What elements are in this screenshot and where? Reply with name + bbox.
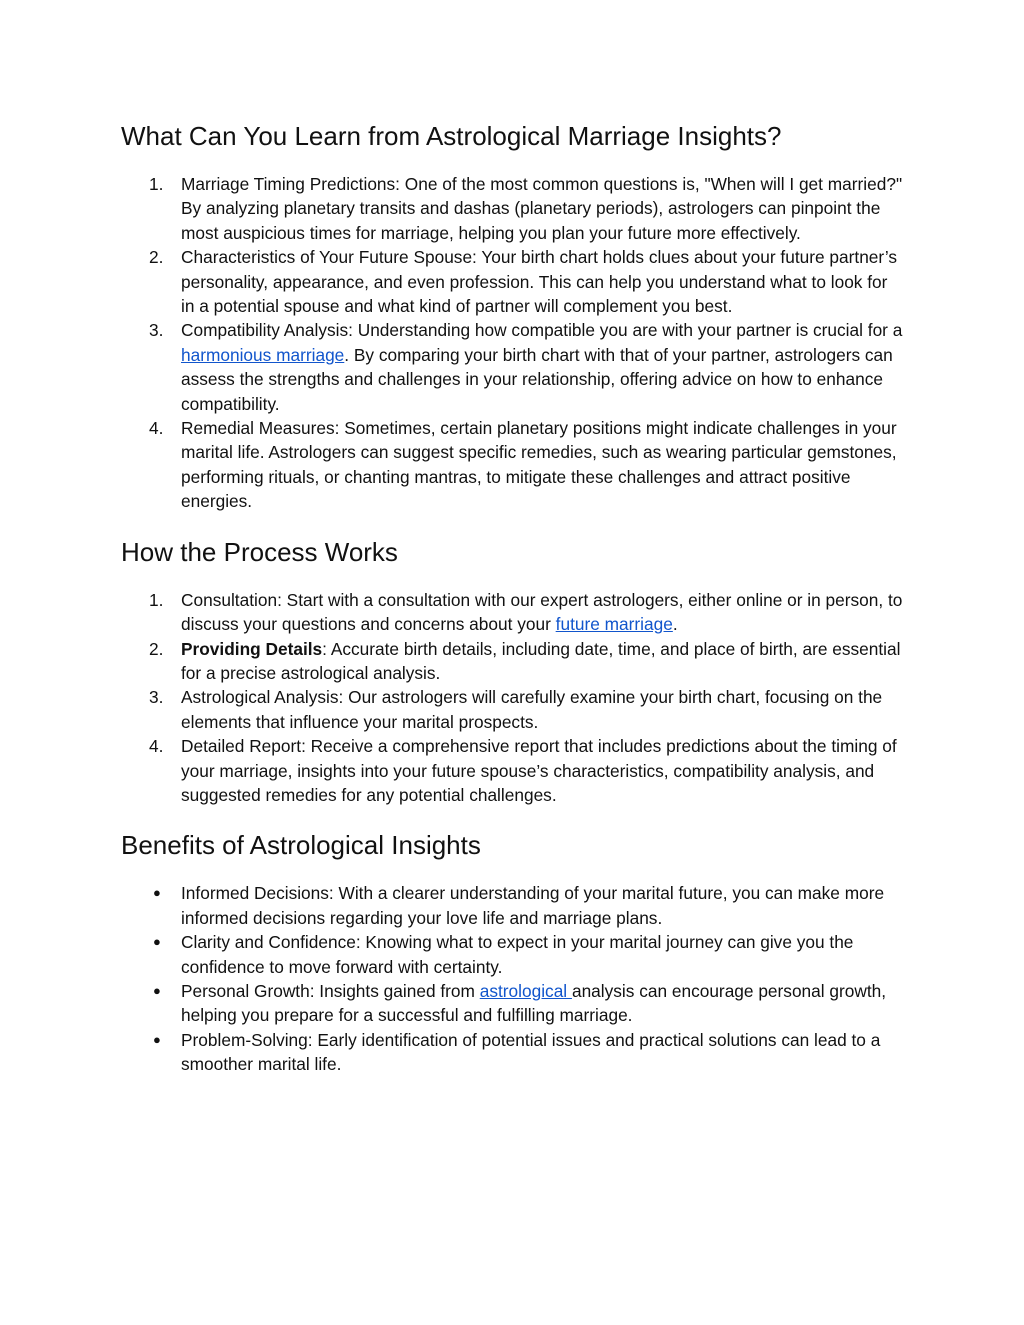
list-number: 3.	[149, 687, 164, 708]
list-item-text: Clarity and Confidence: Knowing what to expect in your marital journey can give you the confidence to move forward with certainty.	[181, 932, 854, 977]
list-number: 4.	[149, 418, 164, 439]
list-item	[121, 881, 904, 930]
list-item-text: Marriage Timing Predictions: One of the most common questions is, "When will I get married?" By analyzing planetary transits and dashas (planetary periods), astrologers can pinpoint the most auspicious times for marriage, helping you plan your future more effectively.	[181, 174, 903, 243]
list-number: 2.	[149, 638, 164, 659]
list-item	[121, 245, 904, 318]
list-item-text: Detailed Report: Receive a comprehensive report that includes predictions about the timing of your marriage, insights into your future spouse’s characteristics, compatibility analysis, and suggested remedies for any potential challenges.	[181, 736, 897, 805]
list-item	[121, 416, 904, 514]
list-number: 2.	[149, 247, 164, 268]
list-item-bold-text: Providing Details	[181, 638, 323, 659]
astrological-link[interactable]: astrological	[479, 980, 572, 1001]
section-benefits	[121, 827, 904, 1076]
list-item-text: . By comparing your birth chart with that of your partner, astrologers can assess the strengths and challenges in your relationship, offering advice on how to enhance compatibility.	[181, 344, 893, 414]
section-heading: How the Process Works	[121, 536, 398, 567]
list-item	[121, 1028, 904, 1077]
list-item	[121, 637, 904, 686]
harmonious-marriage-link[interactable]: harmonious marriage	[181, 344, 345, 365]
list-item	[121, 318, 904, 416]
bullet-list	[121, 881, 904, 1076]
list-item-text: Characteristics of Your Future Spouse: Your birth chart holds clues about your future partner’s personality, appearance, and even profession. This can help you understand what to look for in a potential spouse and what kind of partner will complement you best.	[181, 247, 897, 317]
section-process	[121, 534, 904, 808]
bullet-icon: ●	[153, 934, 161, 950]
list-item-text: Astrological Analysis: Our astrologers will carefully examine your birth chart, focusing on the elements that influence your marital prospects.	[181, 687, 883, 732]
list-item	[121, 734, 904, 807]
list-item-text: Compatibility Analysis: Understanding how compatible you are with your partner is crucial for a	[181, 320, 903, 341]
list-item-text: Consultation: Start with a consultation with our expert astrologers, either online or in person, to discuss your questions and concerns about your	[181, 589, 903, 635]
section-marriage-insights	[121, 118, 904, 514]
list-item	[121, 930, 904, 979]
list-item-text: analysis can encourage personal growth, helping you prepare for a successful and fulfilling marriage.	[181, 980, 887, 1026]
bullet-icon: ●	[153, 982, 161, 998]
list-item-text: Personal Growth: Insights gained from	[181, 980, 480, 1001]
section-heading: Benefits of Astrological Insights	[121, 830, 481, 861]
list-item-text: Informed Decisions: With a clearer understanding of your marital future, you can make more informed decisions regarding your love life and marriage plans.	[181, 883, 885, 928]
list-item	[121, 588, 904, 637]
numbered-list	[121, 172, 904, 514]
list-number: 1.	[149, 174, 164, 194]
list-item-text: Problem-Solving: Early identification of potential issues and practical solutions can lead to a smoother marital life.	[181, 1029, 881, 1075]
list-number: 3.	[149, 320, 164, 341]
bullet-icon: ●	[153, 1031, 161, 1047]
list-item	[121, 685, 904, 734]
bullet-icon: ●	[153, 885, 161, 901]
list-number: 1.	[149, 589, 164, 610]
list-number: 4.	[149, 736, 164, 757]
list-item	[121, 979, 904, 1028]
numbered-list	[121, 588, 904, 808]
future-marriage-link[interactable]: future marriage	[555, 614, 673, 635]
section-heading: What Can You Learn from Astrological Marriage Insights?	[121, 121, 782, 151]
list-item-text: Remedial Measures: Sometimes, certain planetary positions might indicate challenges in your marital life. Astrologers can suggest specific remedies, such as wearing particular gemstones, performing rituals, or chanting mantras, to mitigate these challenges and attract positive energies.	[181, 418, 897, 512]
list-item	[121, 172, 904, 245]
list-item-text: : Accurate birth details, including date, time, and place of birth, are essential for a precise astrological analysis.	[181, 638, 901, 683]
list-item-text: .	[672, 614, 678, 635]
